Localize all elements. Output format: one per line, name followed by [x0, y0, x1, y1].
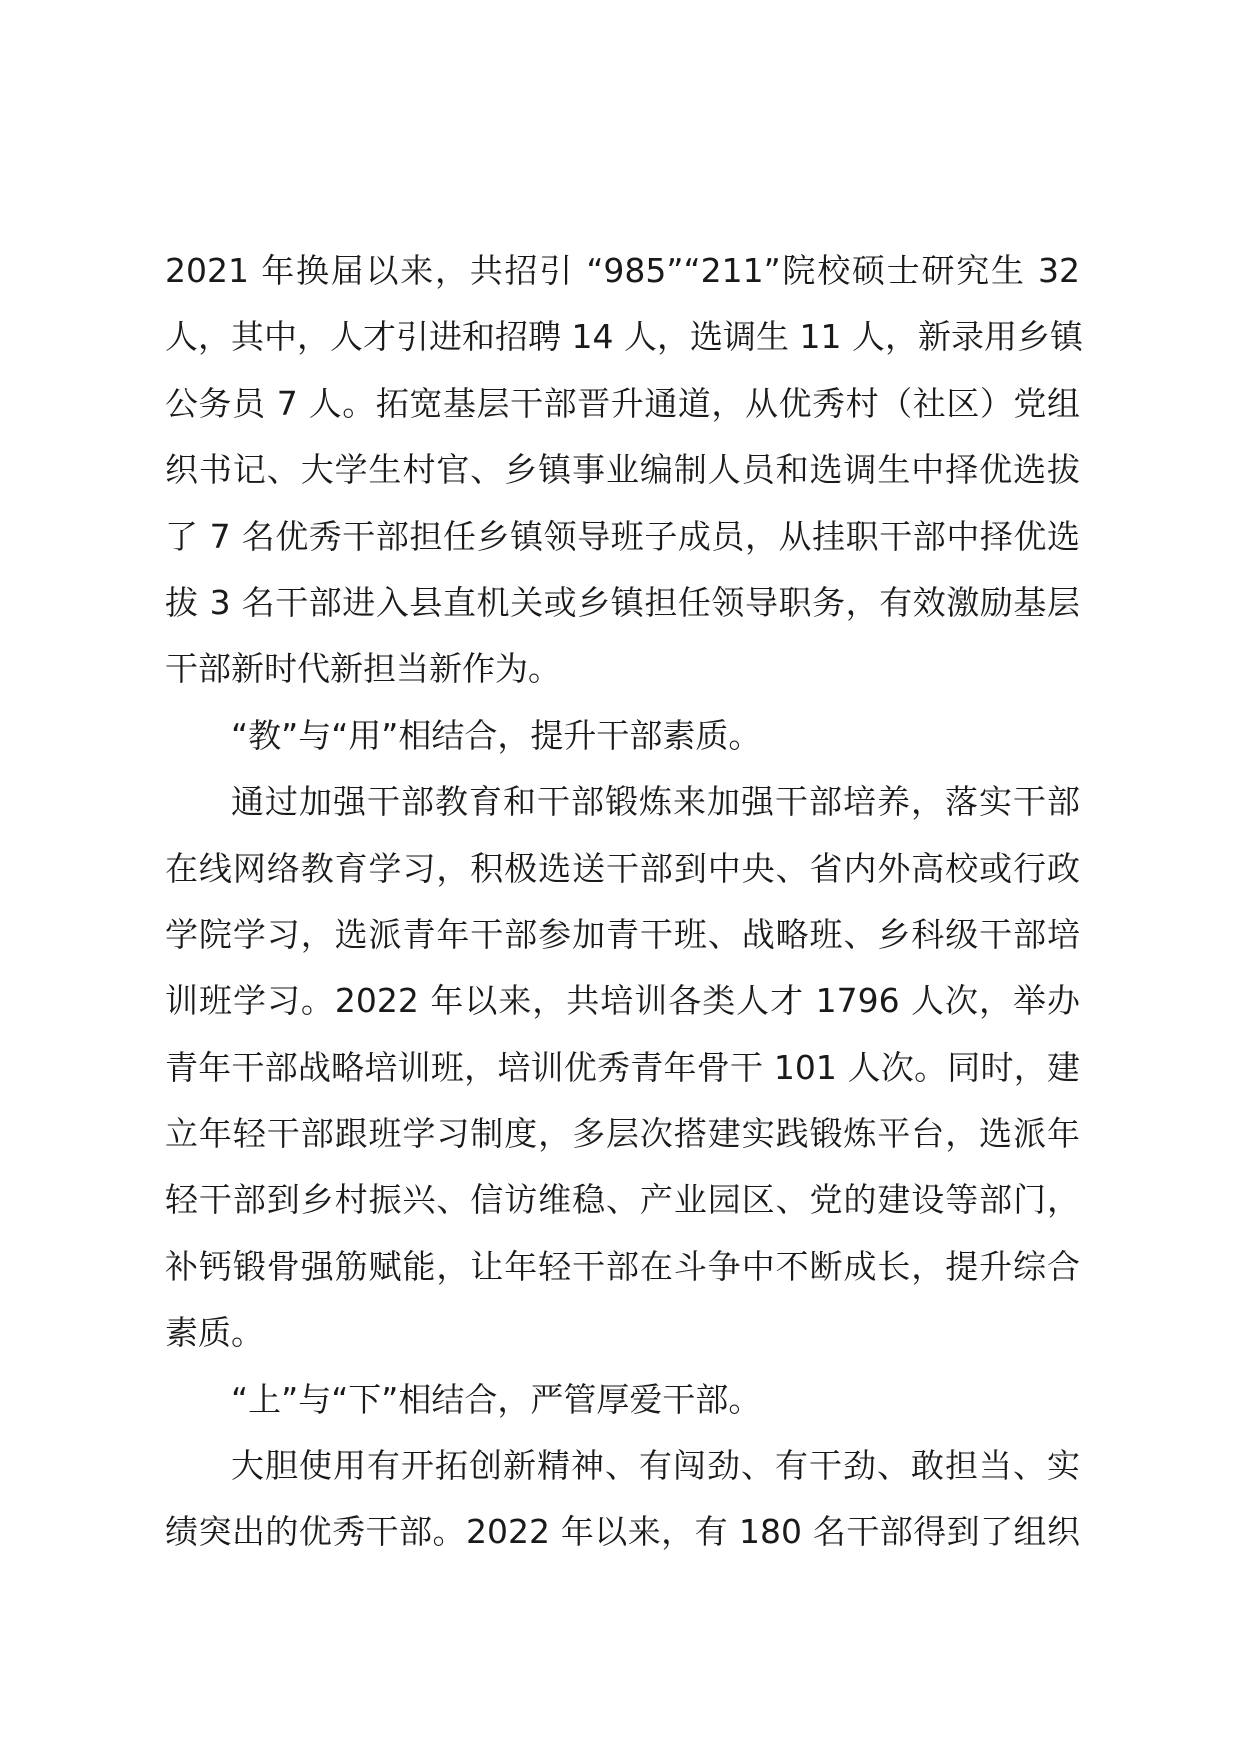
text-line: 人，其中，人才引进和招聘 14 人，选调生 11 人，新录用乡镇 — [165, 317, 1083, 357]
text-line: 拔 3 名干部进入县直机关或乡镇担任领导职务，有效激励基层 — [165, 582, 1080, 622]
text-line: 2021 年换届以来，共招引 “985”“211”院校硕士研究生 32 — [165, 251, 1080, 290]
text-line: 大胆使用有开拓创新精神、有闯劲、有干劲、敢担当、实 — [231, 1446, 1080, 1486]
text-line: 通过加强干部教育和干部锻炼来加强干部培养，落实干部 — [231, 782, 1080, 822]
text-line: 青年干部战略培训班，培训优秀青年骨干 101 人次。同时，建 — [165, 1047, 1080, 1087]
text-line: 了 7 名优秀干部担任乡镇领导班子成员，从挂职干部中择优选 — [165, 516, 1080, 556]
text-line: 织书记、大学生村官、乡镇事业编制人员和选调生中择优选拔 — [165, 450, 1080, 490]
text-line: 轻干部到乡村振兴、信访维稳、产业园区、党的建设等部门， — [165, 1180, 1080, 1220]
document-body — [165, 238, 1083, 1566]
text-line: 训班学习。2022 年以来，共培训各类人才 1796 人次，举办 — [165, 981, 1080, 1021]
text-line: 学院学习，选派青年干部参加青干班、战略班、乡科级干部培 — [165, 914, 1080, 954]
text-line: 绩突出的优秀干部。2022 年以来，有 180 名干部得到了组织 — [165, 1512, 1080, 1552]
text-line: 素质。 — [165, 1313, 264, 1353]
text-line: “上”与“下”相结合，严管厚爱干部。 — [231, 1379, 762, 1419]
text-line: 干部新时代新担当新作为。 — [165, 649, 561, 689]
text-line: 补钙锻骨强筋赋能，让年轻干部在斗争中不断成长，提升综合 — [165, 1246, 1080, 1286]
text-line: 立年轻干部跟班学习制度，多层次搭建实践锻炼平台，选派年 — [165, 1114, 1080, 1154]
text-line: “教”与“用”相结合，提升干部素质。 — [231, 715, 762, 755]
text-line: 公务员 7 人。拓宽基层干部晋升通道，从优秀村（社区）党组 — [165, 383, 1080, 423]
text-line: 在线网络教育学习，积极选送干部到中央、省内外高校或行政 — [165, 848, 1080, 888]
